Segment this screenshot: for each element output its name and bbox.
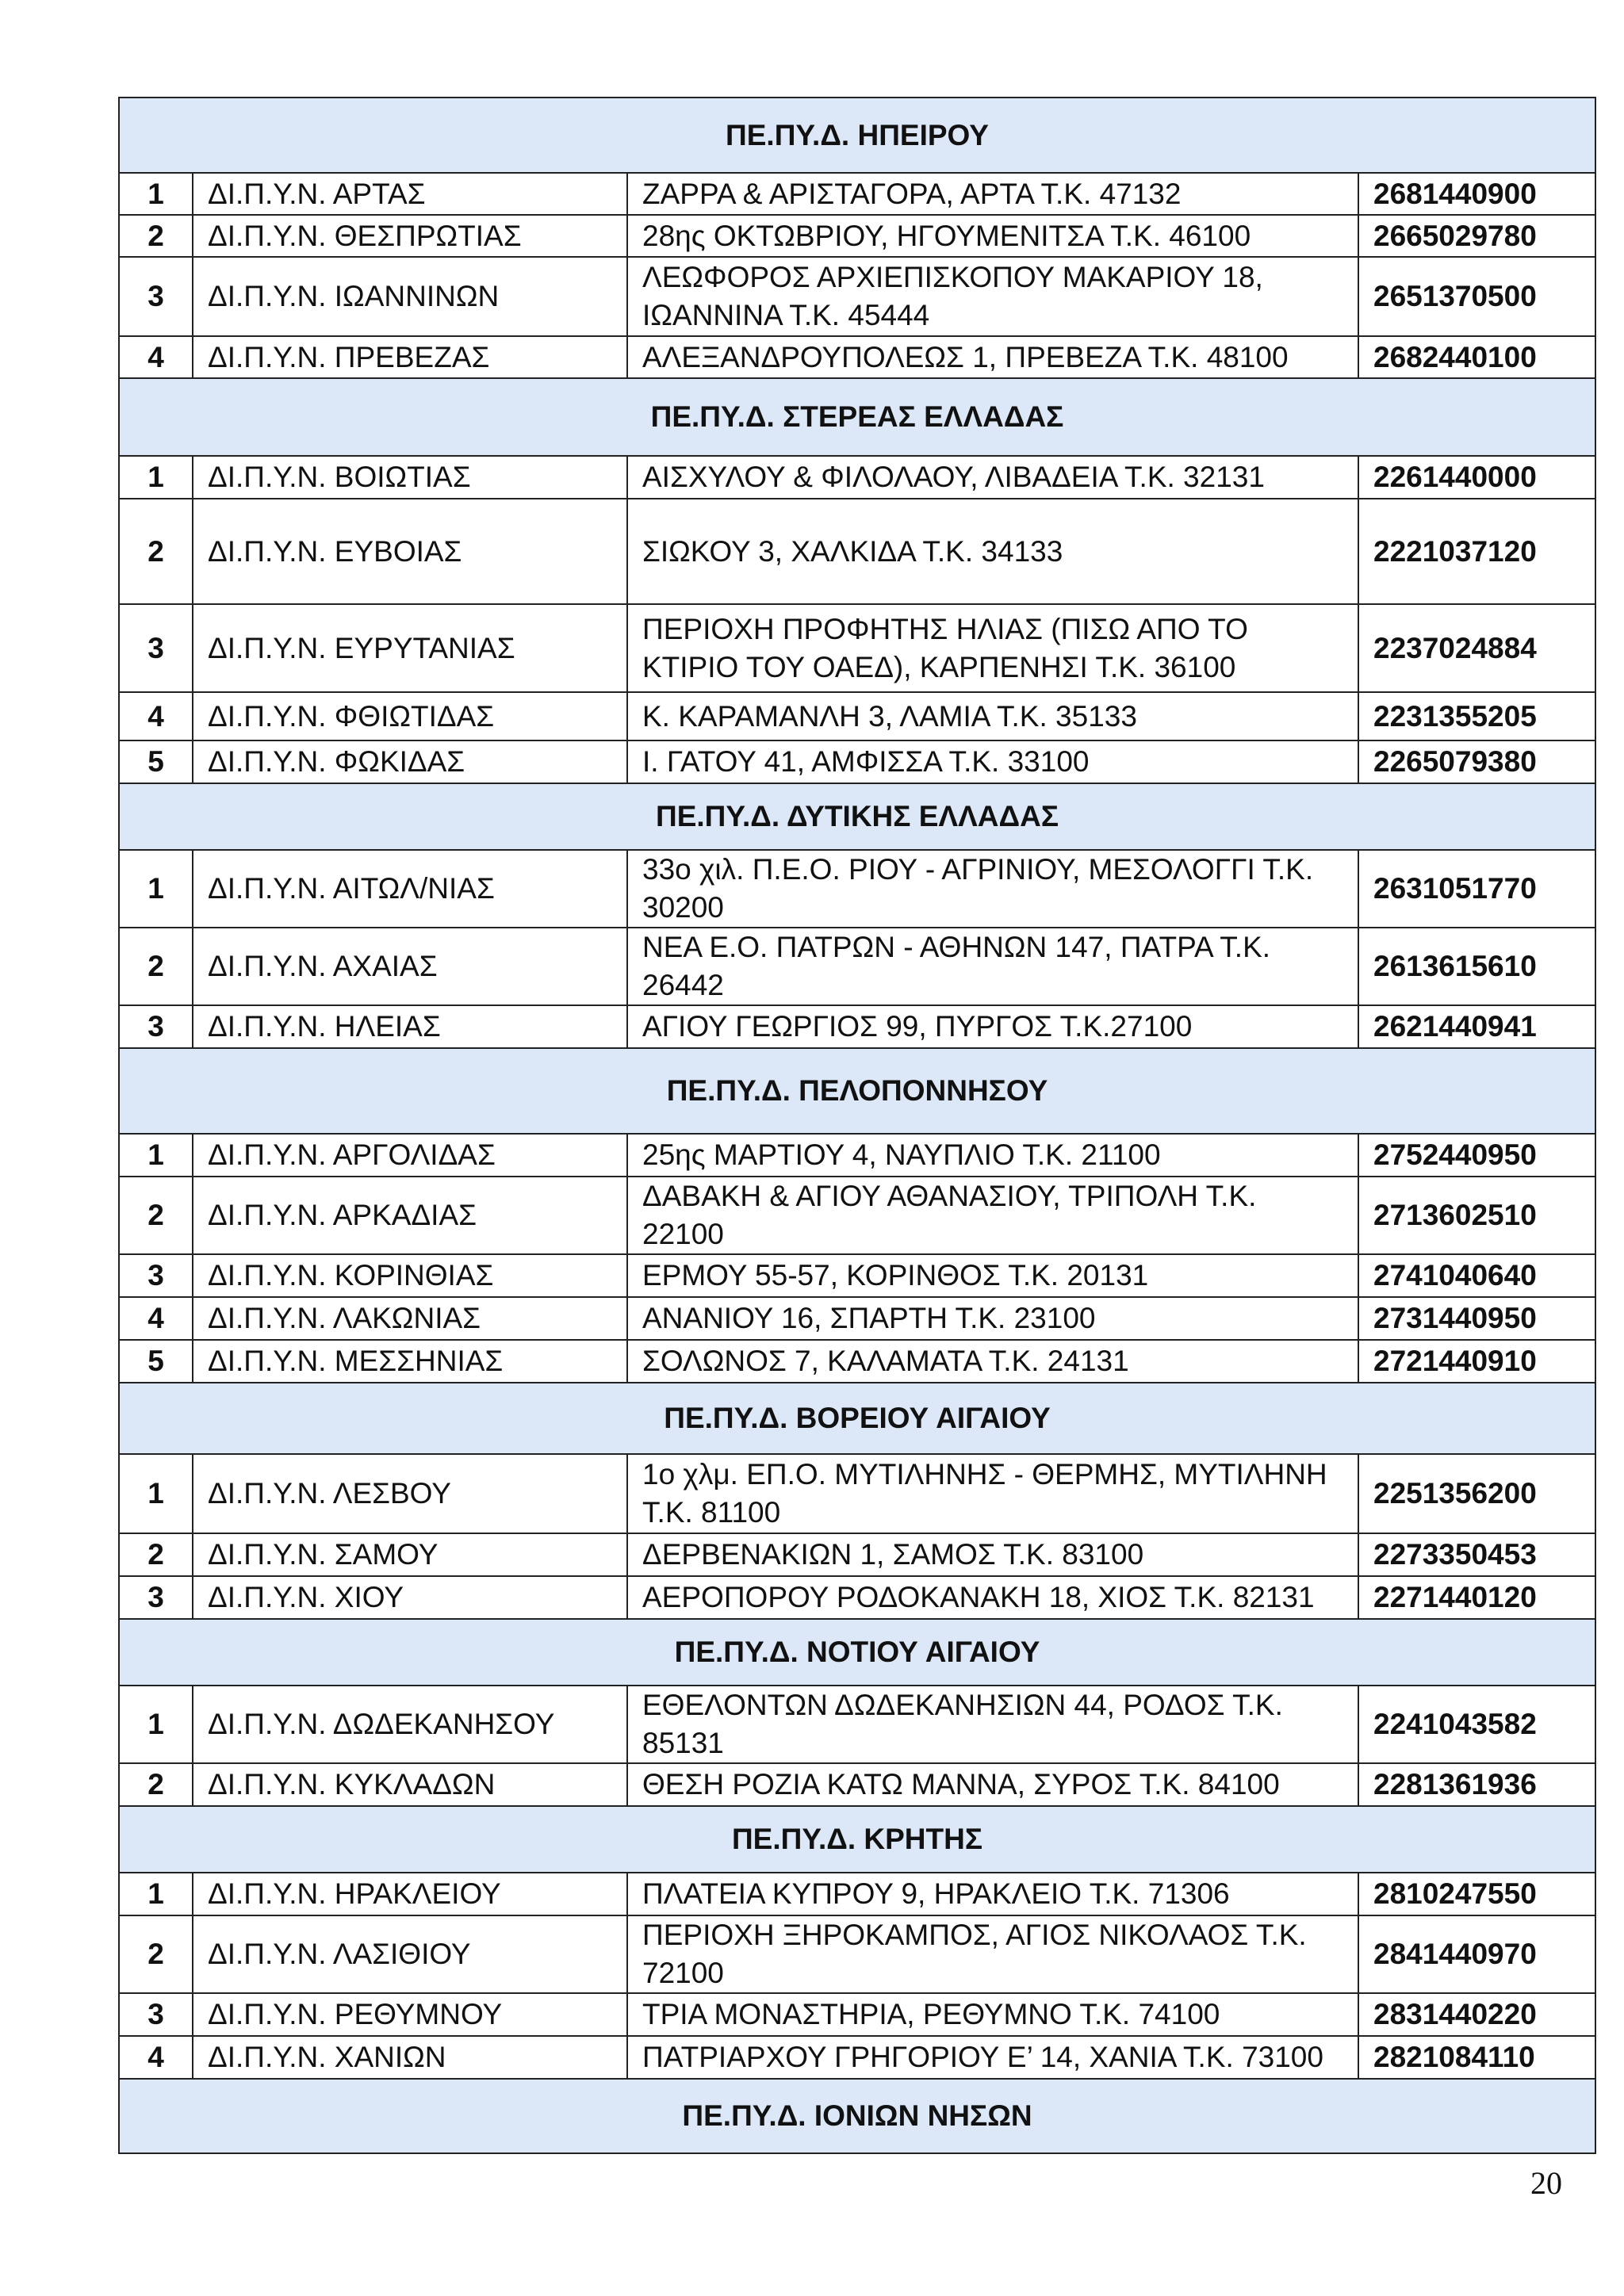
service-name: ΔΙ.Π.Υ.Ν. ΙΩΑΝΝΙΝΩΝ [193,257,627,336]
row-number: 5 [119,1340,193,1383]
service-address: ΑΕΡΟΠΟΡΟΥ ΡΟΔΟΚΑΝΑΚΗ 18, ΧΙΟΣ Τ.Κ. 82131 [627,1576,1358,1619]
service-phone: 2281361936 [1358,1763,1595,1806]
service-phone: 2251356200 [1358,1454,1595,1533]
table-row [119,1005,1595,1048]
service-address: ΣΙΩΚΟΥ 3, ΧΑΛΚΙΔΑ Τ.Κ. 34133 [627,499,1358,604]
service-name: ΔΙ.Π.Υ.Ν. ΣΑΜΟΥ [193,1533,627,1576]
service-address: Ι. ΓΑΤΟΥ 41, ΑΜΦΙΣΣΑ Τ.Κ. 33100 [627,740,1358,783]
service-name: ΔΙ.Π.Υ.Ν. ΛΕΣΒΟΥ [193,1454,627,1533]
service-name: ΔΙ.Π.Υ.Ν. ΕΥΡΥΤΑΝΙΑΣ [193,604,627,692]
row-number: 2 [119,215,193,257]
section-header-row [119,2079,1595,2153]
table-row [119,692,1595,740]
service-name: ΔΙ.Π.Υ.Ν. ΘΕΣΠΡΩΤΙΑΣ [193,215,627,257]
service-phone: 2631051770 [1358,850,1595,928]
service-phone: 2241043582 [1358,1686,1595,1763]
service-phone: 2831440220 [1358,1993,1595,2036]
row-number: 2 [119,1763,193,1806]
service-address: ΘΕΣΗ ΡΟΖΙΑ ΚΑΤΩ ΜΑΝΝΑ, ΣΥΡΟΣ Τ.Κ. 84100 [627,1763,1358,1806]
section-header-row [119,1806,1595,1873]
table-row [119,1297,1595,1340]
service-name: ΔΙ.Π.Υ.Ν. ΦΩΚΙΔΑΣ [193,740,627,783]
service-phone: 2841440970 [1358,1915,1595,1993]
service-name: ΔΙ.Π.Υ.Ν. ΦΘΙΩΤΙΔΑΣ [193,692,627,740]
service-phone: 2682440100 [1358,336,1595,378]
service-address: ΠΕΡΙΟΧΗ ΞΗΡΟΚΑΜΠΟΣ, ΑΓΙΟΣ ΝΙΚΟΛΑΟΣ Τ.Κ. 72100 [627,1915,1358,1993]
service-address: ΝΕΑ Ε.Ο. ΠΑΤΡΩΝ - ΑΘΗΝΩΝ 147, ΠΑΤΡΑ Τ.Κ. 26442 [627,928,1358,1005]
table-row [119,173,1595,215]
row-number: 1 [119,1873,193,1915]
service-address: ΕΡΜΟΥ 55-57, ΚΟΡΙΝΘΟΣ Τ.Κ. 20131 [627,1254,1358,1297]
table-row [119,456,1595,499]
table-row [119,257,1595,336]
service-name: ΔΙ.Π.Υ.Ν. ΑΙΤΩΛ/ΝΙΑΣ [193,850,627,928]
table-row [119,740,1595,783]
service-name: ΔΙ.Π.Υ.Ν. ΧΑΝΙΩΝ [193,2036,627,2079]
table-row [119,1454,1595,1533]
service-name: ΔΙ.Π.Υ.Ν. ΡΕΘΥΜΝΟΥ [193,1993,627,2036]
service-address: 1ο χλμ. ΕΠ.Ο. ΜΥΤΙΛΗΝΗΣ - ΘΕΡΜΗΣ, ΜΥΤΙΛΗΝΗ Τ.Κ. 81100 [627,1454,1358,1533]
service-phone: 2273350453 [1358,1533,1595,1576]
table-row [119,1576,1595,1619]
service-phone: 2651370500 [1358,257,1595,336]
row-number: 4 [119,1297,193,1340]
section-title: ΠΕ.ΠΥ.Δ. ΔΥΤΙΚΗΣ ΕΛΛΑΔΑΣ [119,783,1595,850]
table-row [119,850,1595,928]
table-row [119,928,1595,1005]
row-number: 3 [119,1254,193,1297]
service-name: ΔΙ.Π.Υ.Ν. ΕΥΒΟΙΑΣ [193,499,627,604]
service-name: ΔΙ.Π.Υ.Ν. ΗΡΑΚΛΕΙΟΥ [193,1873,627,1915]
service-address: Κ. ΚΑΡΑΜΑΝΛΗ 3, ΛΑΜΙΑ Τ.Κ. 35133 [627,692,1358,740]
table-row [119,499,1595,604]
table-row [119,1763,1595,1806]
service-phone: 2261440000 [1358,456,1595,499]
row-number: 2 [119,1915,193,1993]
row-number: 1 [119,1134,193,1177]
service-phone: 2741040640 [1358,1254,1595,1297]
service-name: ΔΙ.Π.Υ.Ν. ΠΡΕΒΕΖΑΣ [193,336,627,378]
service-name: ΔΙ.Π.Υ.Ν. ΚΟΡΙΝΘΙΑΣ [193,1254,627,1297]
table-row [119,2036,1595,2079]
row-number: 3 [119,257,193,336]
service-address: ΔΕΡΒΕΝΑΚΙΩΝ 1, ΣΑΜΟΣ Τ.Κ. 83100 [627,1533,1358,1576]
section-header-row [119,378,1595,456]
section-header-row [119,1383,1595,1454]
section-title: ΠΕ.ΠΥ.Δ. ΗΠΕΙΡΟΥ [119,98,1595,173]
service-address: ΑΙΣΧΥΛΟΥ & ΦΙΛΟΛΑΟΥ, ΛΙΒΑΔΕΙΑ Τ.Κ. 32131 [627,456,1358,499]
table-row [119,1340,1595,1383]
service-name: ΔΙ.Π.Υ.Ν. ΜΕΣΣΗΝΙΑΣ [193,1340,627,1383]
row-number: 1 [119,1686,193,1763]
section-title: ΠΕ.ΠΥ.Δ. ΚΡΗΤΗΣ [119,1806,1595,1873]
service-name: ΔΙ.Π.Υ.Ν. ΑΡΓΟΛΙΔΑΣ [193,1134,627,1177]
row-number: 1 [119,850,193,928]
table-row [119,336,1595,378]
row-number: 1 [119,456,193,499]
service-phone: 2752440950 [1358,1134,1595,1177]
service-name: ΔΙ.Π.Υ.Ν. ΛΑΣΙΘΙΟΥ [193,1915,627,1993]
service-name: ΔΙ.Π.Υ.Ν. ΑΧΑΙΑΣ [193,928,627,1005]
service-phone: 2721440910 [1358,1340,1595,1383]
table-row [119,1873,1595,1915]
service-address: ΑΝΑΝΙΟΥ 16, ΣΠΑΡΤΗ Τ.Κ. 23100 [627,1297,1358,1340]
row-number: 3 [119,1993,193,2036]
table-body [119,98,1595,2153]
section-title: ΠΕ.ΠΥ.Δ. ΝΟΤΙΟΥ ΑΙΓΑΙΟΥ [119,1619,1595,1686]
table-row [119,1177,1595,1254]
service-phone: 2221037120 [1358,499,1595,604]
service-address: 28ης ΟΚΤΩΒΡΙΟΥ, ΗΓΟΥΜΕΝΙΤΣΑ Τ.Κ. 46100 [627,215,1358,257]
row-number: 3 [119,1005,193,1048]
section-header-row [119,1619,1595,1686]
service-phone: 2713602510 [1358,1177,1595,1254]
service-phone: 2731440950 [1358,1297,1595,1340]
service-phone: 2621440941 [1358,1005,1595,1048]
section-title: ΠΕ.ΠΥ.Δ. ΒΟΡΕΙΟΥ ΑΙΓΑΙΟΥ [119,1383,1595,1454]
service-name: ΔΙ.Π.Υ.Ν. ΑΡΚΑΔΙΑΣ [193,1177,627,1254]
section-header-row [119,783,1595,850]
row-number: 3 [119,1576,193,1619]
service-name: ΔΙ.Π.Υ.Ν. ΚΥΚΛΑΔΩΝ [193,1763,627,1806]
service-phone: 2810247550 [1358,1873,1595,1915]
section-title: ΠΕ.ΠΥ.Δ. ΙΟΝΙΩΝ ΝΗΣΩΝ [119,2079,1595,2153]
service-phone: 2231355205 [1358,692,1595,740]
row-number: 1 [119,1454,193,1533]
table-row [119,215,1595,257]
table-row [119,1254,1595,1297]
service-phone: 2821084110 [1358,2036,1595,2079]
section-title: ΠΕ.ΠΥ.Δ. ΠΕΛΟΠΟΝΝΗΣΟΥ [119,1048,1595,1134]
service-name: ΔΙ.Π.Υ.Ν. ΒΟΙΩΤΙΑΣ [193,456,627,499]
service-phone: 2237024884 [1358,604,1595,692]
service-address: ΛΕΩΦΟΡΟΣ ΑΡΧΙΕΠΙΣΚΟΠΟΥ ΜΑΚΑΡΙΟΥ 18, ΙΩΑΝΝΙΝΑ Τ.Κ. 45444 [627,257,1358,336]
service-phone: 2271440120 [1358,1576,1595,1619]
service-address: ΠΕΡΙΟΧΗ ΠΡΟΦΗΤΗΣ ΗΛΙΑΣ (ΠΙΣΩ ΑΠΟ ΤΟ ΚΤΙΡΙΟ ΤΟΥ ΟΑΕΔ), ΚΑΡΠΕΝΗΣΙ Τ.Κ. 36100 [627,604,1358,692]
table-row [119,1533,1595,1576]
table-row [119,604,1595,692]
section-title: ΠΕ.ΠΥ.Δ. ΣΤΕΡΕΑΣ ΕΛΛΑΔΑΣ [119,378,1595,456]
section-header-row [119,98,1595,173]
service-phone: 2613615610 [1358,928,1595,1005]
row-number: 3 [119,604,193,692]
service-address: ΔΑΒΑΚΗ & ΑΓΙΟΥ ΑΘΑΝΑΣΙΟΥ, ΤΡΙΠΟΛΗ Τ.Κ. 22100 [627,1177,1358,1254]
table-row [119,1993,1595,2036]
section-header-row [119,1048,1595,1134]
service-address: 33ο χιλ. Π.Ε.Ο. ΡΙΟΥ - ΑΓΡΙΝΙΟΥ, ΜΕΣΟΛΟΓΓΙ Τ.Κ. 30200 [627,850,1358,928]
service-address: ΕΘΕΛΟΝΤΩΝ ΔΩΔΕΚΑΝΗΣΙΩΝ 44, ΡΟΔΟΣ Τ.Κ. 85131 [627,1686,1358,1763]
row-number: 4 [119,336,193,378]
service-phone: 2681440900 [1358,173,1595,215]
row-number: 2 [119,1177,193,1254]
service-address: ΑΛΕΞΑΝΔΡΟΥΠΟΛΕΩΣ 1, ΠΡΕΒΕΖΑ Τ.Κ. 48100 [627,336,1358,378]
row-number: 5 [119,740,193,783]
service-name: ΔΙ.Π.Υ.Ν. ΗΛΕΙΑΣ [193,1005,627,1048]
service-name: ΔΙ.Π.Υ.Ν. ΔΩΔΕΚΑΝΗΣΟΥ [193,1686,627,1763]
service-address: ΣΟΛΩΝΟΣ 7, ΚΑΛΑΜΑΤΑ Τ.Κ. 24131 [627,1340,1358,1383]
row-number: 1 [119,173,193,215]
service-address: ΤΡΙΑ ΜΟΝΑΣΤΗΡΙΑ, ΡΕΘΥΜΝΟ Τ.Κ. 74100 [627,1993,1358,2036]
service-address: ΖΑΡΡΑ & ΑΡΙΣΤΑΓΟΡΑ, ΑΡΤΑ Τ.Κ. 47132 [627,173,1358,215]
table-row [119,1915,1595,1993]
service-name: ΔΙ.Π.Υ.Ν. ΑΡΤΑΣ [193,173,627,215]
service-name: ΔΙ.Π.Υ.Ν. ΛΑΚΩΝΙΑΣ [193,1297,627,1340]
service-phone: 2665029780 [1358,215,1595,257]
row-number: 4 [119,2036,193,2079]
services-directory-table [118,97,1596,2154]
row-number: 2 [119,928,193,1005]
service-phone: 2265079380 [1358,740,1595,783]
row-number: 4 [119,692,193,740]
service-address: ΠΑΤΡΙΑΡΧΟΥ ΓΡΗΓΟΡΙΟΥ Ε’ 14, ΧΑΝΙΑ Τ.Κ. 73100 [627,2036,1358,2079]
row-number: 2 [119,499,193,604]
table-row [119,1134,1595,1177]
service-address: ΠΛΑΤΕΙΑ ΚΥΠΡΟΥ 9, ΗΡΑΚΛΕΙΟ Τ.Κ. 71306 [627,1873,1358,1915]
service-address: ΑΓΙΟΥ ΓΕΩΡΓΙΟΣ 99, ΠΥΡΓΟΣ Τ.Κ.27100 [627,1005,1358,1048]
table-row [119,1686,1595,1763]
service-address: 25ης ΜΑΡΤΙΟΥ 4, ΝΑΥΠΛΙΟ Τ.Κ. 21100 [627,1134,1358,1177]
page-number: 20 [1530,2165,1562,2201]
service-name: ΔΙ.Π.Υ.Ν. ΧΙΟΥ [193,1576,627,1619]
row-number: 2 [119,1533,193,1576]
